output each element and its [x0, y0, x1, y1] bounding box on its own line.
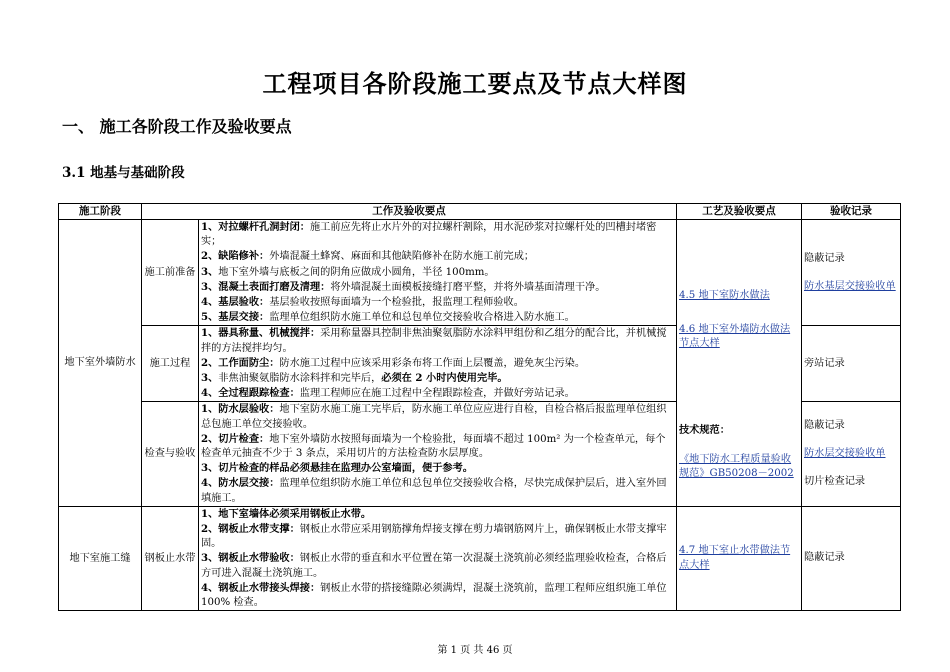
item-key: 工作面防尘：: [218, 356, 280, 369]
item-key: 切片检查：: [218, 432, 270, 445]
item-number: 4、: [201, 387, 219, 400]
inspection-table: [58, 203, 901, 611]
list-item: [201, 507, 674, 522]
record-slice-label: 切片检查记录: [804, 476, 866, 488]
subsection-heading: 3.1 地基与基础阶段: [62, 165, 185, 181]
list-item: [201, 220, 674, 249]
item-key: 钢板止水带支撑：: [218, 523, 300, 536]
table-row-before: [59, 220, 901, 326]
record-layer-handover-link[interactable]: 防水层交接验收单: [804, 448, 886, 460]
item-text: 钢板止水带应采用钢筋撑角焊接支撑在剪力墙钢筋网片上，确保钢板止水带支撑牢固。: [201, 524, 667, 550]
list-item: [201, 249, 674, 264]
item-key: 对拉螺杆孔洞封闭：: [218, 221, 310, 233]
item-number: 4、: [201, 581, 219, 594]
item-number: 1、: [201, 507, 219, 520]
craft-cell-basement: [677, 220, 802, 507]
spec-label: 技术规范：: [679, 424, 730, 437]
craft-link-waterproof-method[interactable]: 4.5 地下室防水做法: [679, 289, 770, 301]
item-key: 全过程跟踪检查：: [218, 387, 300, 400]
item-text: 监理单位组织防水施工单位和总包单位交接验收合格进入防水施工。: [269, 312, 575, 324]
substage-steel-cell: 钢板止水带: [142, 506, 199, 610]
item-text: 外墙混凝土蜂窝、麻面和其他缺陷修补在防水施工前完成；: [269, 251, 535, 263]
item-number: 4、: [201, 296, 219, 309]
list-item: [201, 461, 674, 476]
record-side-label: 旁站记录: [804, 357, 845, 369]
craft-link-waterstop-detail[interactable]: 4.7 地下室止水带做法节点大样: [679, 545, 791, 571]
table-row-steel: [59, 506, 901, 610]
item-text: 地下室外墙防水按照每面墙为一个检验批，每面墙不超过 100m² 为一个检查单元，每个检查单元抽查不少于 3 条点，采用切片的方法检查防水层厚度。: [201, 433, 666, 460]
item-text: 施工前应先将止水片外的对拉螺杆割除，用水泥砂浆对拉螺杆处的凹槽封堵密实；: [201, 222, 657, 248]
item-text: 钢板止水带的搭接缝隙必须满焊，混凝土浇筑前，监理工程师应组织施工单位 100% 检查。: [201, 582, 667, 609]
record-steel-cell: [802, 506, 901, 610]
item-text: 采用称量器具控制非焦油聚氨脂防水涂料甲组份和乙组分的配合比，并机械搅拌的方法搅拌均匀。: [201, 328, 667, 354]
item-text: 基层验收按照每面墙为一个检验批，报监理工程师验收。: [269, 297, 524, 309]
header-stage: 施工阶段: [59, 204, 142, 220]
item-key: 基层验收：: [218, 296, 270, 309]
list-item: [201, 432, 674, 461]
item-text: 非焦油聚氨脂防水涂料拌和完毕后，: [218, 373, 382, 385]
substage-during-cell: 施工过程: [142, 326, 199, 402]
record-base-handover-link[interactable]: 防水基层交接验收单: [804, 280, 896, 292]
list-item: [201, 581, 674, 610]
list-item: [201, 265, 674, 280]
list-item: [201, 371, 674, 386]
item-text: 监理工程师应在施工过程中全程跟踪检查，并做好旁站记录。: [299, 388, 575, 400]
item-text: 钢板止水带的垂直和水平位置在第一次混凝土浇筑前必须经监理验收检查，合格后方可进入混凝土浇筑施工。: [201, 553, 667, 579]
list-item: [201, 551, 674, 580]
before-items-cell: [199, 220, 677, 326]
section-heading: 一、 施工各阶段工作及验收要点: [62, 117, 292, 136]
craft-link-wall-detail[interactable]: 4.6 地下室外墙防水做法节点大样: [679, 324, 791, 350]
list-item: [201, 476, 674, 505]
record-during-cell: [802, 326, 901, 402]
item-key: 基层交接：: [218, 311, 270, 324]
item-number: 1、: [201, 327, 219, 340]
item-number: 2、: [201, 432, 219, 445]
stage-joint-cell: 地下室施工缝: [59, 506, 142, 610]
list-item: [201, 386, 674, 401]
page-footer: 第 1 页 共 46 页: [437, 645, 513, 656]
substage-before-cell: 施工前准备: [142, 220, 199, 326]
record-before-cell: [802, 220, 901, 326]
item-number: 5、: [201, 311, 219, 324]
craft-cell-joint: [677, 506, 802, 610]
item-key: 钢板止水带验收：: [218, 552, 300, 565]
item-number: 3、: [201, 265, 219, 278]
item-key: 防水层交接：: [218, 477, 280, 490]
steel-items-cell: [199, 506, 677, 610]
item-number: 3、: [201, 372, 219, 385]
header-craft-points: 工艺及验收要点: [677, 204, 802, 220]
item-number: 3、: [201, 280, 219, 293]
item-number: 2、: [201, 250, 219, 263]
record-hidden-label: 隐蔽记录: [804, 252, 845, 264]
table-header-row: [59, 204, 901, 220]
record-check-cell: [802, 402, 901, 506]
item-text: 监理单位组织防水施工单位和总包单位交接验收合格，尽快完成保护层后，进入室外回填施工。: [201, 478, 667, 504]
header-record: 验收记录: [802, 204, 901, 220]
item-number: 2、: [201, 356, 219, 369]
item-number: 3、: [201, 462, 219, 475]
item-key: 缺陷修补：: [218, 250, 270, 263]
list-item: [201, 310, 674, 325]
item-key: 钢板止水带接头焊接：: [218, 581, 321, 594]
header-work-points: 工作及验收要点: [142, 204, 677, 220]
list-item: [201, 295, 674, 310]
item-key: 切片检查的样品必须悬挂在监理办公室墙面，便于参考。: [218, 462, 473, 475]
page-title: 工程项目各阶段施工要点及节点大样图: [262, 69, 688, 98]
list-item: [201, 402, 674, 431]
item-key: 地下室墙体必须采用钢板止水带。: [218, 507, 372, 520]
item-key: 混凝土表面打磨及清理：: [218, 280, 331, 293]
record-hidden-label-3: 隐蔽记录: [804, 552, 845, 564]
item-text: 地下室外墙与底板之间的阴角应做成小圆角，半径 100mm。: [218, 266, 495, 278]
spec-link-gb50208[interactable]: 《地下防水工程质量验收规范》GB50208－2002: [679, 453, 794, 479]
item-number: 3、: [201, 552, 219, 565]
check-items-cell: [199, 402, 677, 506]
item-number: 1、: [201, 221, 219, 233]
item-key: 器具称量、机械搅拌：: [218, 327, 321, 340]
stage-basement-cell: 地下室外墙防水: [59, 220, 142, 507]
during-items-cell: [199, 326, 677, 402]
item-key: 防水层验收：: [218, 403, 280, 416]
list-item: [201, 356, 674, 371]
item-number: 4、: [201, 477, 219, 490]
item-text: 地下室防水施工施工完毕后，防水施工单位应应进行自检，自检合格后报监理单位组织总包施工单位交接验收。: [201, 404, 667, 430]
list-item: [201, 522, 674, 551]
list-item: [201, 280, 674, 295]
list-item: [201, 326, 674, 355]
item-number: 1、: [201, 403, 219, 416]
item-text: 将外墙混凝土面模板接缝打磨平整，并将外墙基面清理干净。: [330, 281, 606, 293]
item-text: 防水施工过程中应该采用彩条布将工作面上层覆盖，避免灰尘污染。: [279, 357, 586, 369]
item-key-emphasis: 必须在 2 小时内使用完毕。: [381, 372, 508, 385]
record-hidden-label-2: 隐蔽记录: [804, 419, 845, 431]
substage-check-cell: 检查与验收: [142, 402, 199, 506]
item-number: 2、: [201, 523, 219, 536]
